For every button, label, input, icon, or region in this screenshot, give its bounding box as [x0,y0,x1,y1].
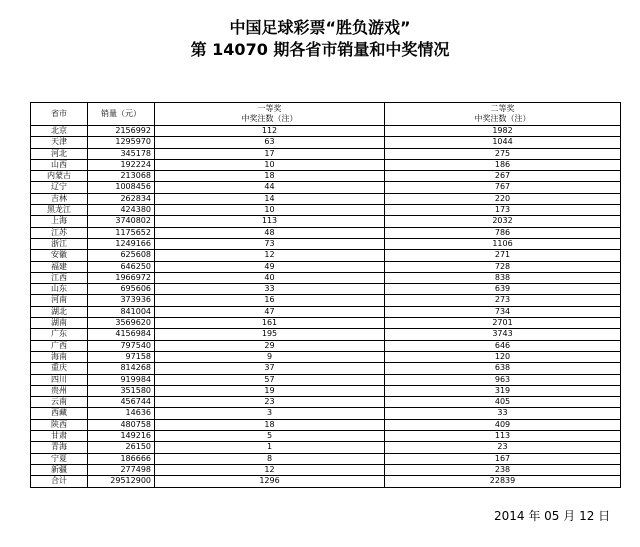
province-cell: 宁夏 [31,453,88,464]
sales-cell: 192224 [88,159,155,170]
prize1-count-cell: 10 [155,159,385,170]
prize1-count-cell: 40 [155,272,385,283]
province-cell: 青海 [31,442,88,453]
prize1-count-cell: 47 [155,306,385,317]
prize1-count-cell: 161 [155,318,385,329]
table-row [31,476,621,487]
prize1-count-cell: 49 [155,261,385,272]
table-row [31,284,621,295]
prize1-count-cell: 44 [155,182,385,193]
province-cell: 合计 [31,476,88,487]
province-cell: 天津 [31,137,88,148]
province-cell: 黑龙江 [31,205,88,216]
sales-cell: 1008456 [88,182,155,193]
table-row [31,137,621,148]
report-date: 2014 年 05 月 12 日 [494,509,611,523]
sales-cell: 814268 [88,363,155,374]
prize1-count-cell: 57 [155,374,385,385]
province-cell: 辽宁 [31,182,88,193]
prize2-count-cell: 2032 [385,216,621,227]
prize2-count-cell: 1982 [385,126,621,137]
prize2-count-cell: 734 [385,306,621,317]
province-cell: 广西 [31,340,88,351]
table-row [31,408,621,419]
sales-cell: 456744 [88,397,155,408]
prize2-count-cell: 23 [385,442,621,453]
table-row [31,363,621,374]
table-row [31,205,621,216]
sales-cell: 1295970 [88,137,155,148]
prize2-count-cell: 639 [385,284,621,295]
sales-cell: 480758 [88,419,155,430]
table-row [31,159,621,170]
province-cell: 上海 [31,216,88,227]
prize1-count-cell: 17 [155,148,385,159]
header-prize1-sub: 中奖注数（注） [241,114,298,123]
prize2-count-cell: 273 [385,295,621,306]
table-row [31,238,621,249]
prize1-count-cell: 10 [155,205,385,216]
sales-cell: 213068 [88,171,155,182]
header-prize2-title: 二等奖 [490,104,515,113]
sales-cell: 29512900 [88,476,155,487]
document-subtitle: 第 14070 期各省市销量和中奖情况 [190,40,450,59]
table-row [31,419,621,430]
province-cell: 贵州 [31,385,88,396]
province-cell: 甘肃 [31,431,88,442]
table-row [31,464,621,475]
table-row [31,306,621,317]
prize2-count-cell: 786 [385,227,621,238]
prize2-count-cell: 646 [385,340,621,351]
table-row [31,250,621,261]
sales-cell: 1249166 [88,238,155,249]
prize1-count-cell: 18 [155,171,385,182]
prize2-count-cell: 238 [385,464,621,475]
province-cell: 安徽 [31,250,88,261]
table-row [31,385,621,396]
table-row [31,397,621,408]
table-row [31,442,621,453]
sales-cell: 919984 [88,374,155,385]
table-row [31,272,621,283]
prize1-count-cell: 12 [155,464,385,475]
prize2-count-cell: 173 [385,205,621,216]
prize1-count-cell: 9 [155,351,385,362]
prize1-count-cell: 113 [155,216,385,227]
prize2-count-cell: 3743 [385,329,621,340]
prize2-count-cell: 275 [385,148,621,159]
sales-cell: 149216 [88,431,155,442]
prize2-count-cell: 271 [385,250,621,261]
prize1-count-cell: 12 [155,250,385,261]
table-row [31,374,621,385]
province-cell: 福建 [31,261,88,272]
sales-cell: 373936 [88,295,155,306]
prize1-count-cell: 8 [155,453,385,464]
province-cell: 四川 [31,374,88,385]
table-row [31,261,621,272]
table-row [31,126,621,137]
prize2-count-cell: 838 [385,272,621,283]
province-cell: 山东 [31,284,88,295]
province-cell: 江西 [31,272,88,283]
sales-cell: 26150 [88,442,155,453]
province-cell: 西藏 [31,408,88,419]
prize2-count-cell: 33 [385,408,621,419]
province-cell: 重庆 [31,363,88,374]
table-row [31,453,621,464]
table-row [31,351,621,362]
table-header-row [31,103,621,126]
sales-cell: 186666 [88,453,155,464]
sales-cell: 351580 [88,385,155,396]
prize1-count-cell: 73 [155,238,385,249]
prize2-count-cell: 2701 [385,318,621,329]
prize1-count-cell: 18 [155,419,385,430]
table-row [31,431,621,442]
province-cell: 山西 [31,159,88,170]
prize1-count-cell: 195 [155,329,385,340]
header-prize1-title: 一等奖 [257,104,282,113]
province-cell: 海南 [31,351,88,362]
table-row [31,340,621,351]
prize1-count-cell: 14 [155,193,385,204]
sales-prize-table [30,102,621,488]
prize1-count-cell: 1296 [155,476,385,487]
sales-cell: 695606 [88,284,155,295]
province-cell: 河南 [31,295,88,306]
prize1-count-cell: 19 [155,385,385,396]
prize1-count-cell: 23 [155,397,385,408]
header-prize2-sub: 中奖注数（注） [474,114,531,123]
sales-cell: 262834 [88,193,155,204]
province-cell: 北京 [31,126,88,137]
prize1-count-cell: 112 [155,126,385,137]
sales-cell: 345178 [88,148,155,159]
prize1-count-cell: 37 [155,363,385,374]
sales-cell: 646250 [88,261,155,272]
prize2-count-cell: 963 [385,374,621,385]
sales-cell: 14636 [88,408,155,419]
prize2-count-cell: 728 [385,261,621,272]
province-cell: 陕西 [31,419,88,430]
prize2-count-cell: 405 [385,397,621,408]
header-sales: 销量（元） [88,103,155,126]
table-body [31,126,621,488]
province-cell: 湖南 [31,318,88,329]
header-prize1 [155,103,385,126]
table-row [31,329,621,340]
table-row [31,148,621,159]
sales-cell: 4156984 [88,329,155,340]
prize2-count-cell: 22839 [385,476,621,487]
prize1-count-cell: 3 [155,408,385,419]
table-row [31,295,621,306]
province-cell: 湖北 [31,306,88,317]
prize2-count-cell: 319 [385,385,621,396]
province-cell: 浙江 [31,238,88,249]
sales-cell: 797540 [88,340,155,351]
prize1-count-cell: 33 [155,284,385,295]
table-row [31,216,621,227]
prize2-count-cell: 167 [385,453,621,464]
prize2-count-cell: 638 [385,363,621,374]
sales-cell: 97158 [88,351,155,362]
header-prize2 [385,103,621,126]
table-row [31,171,621,182]
table-row [31,227,621,238]
sales-cell: 2156992 [88,126,155,137]
prize2-count-cell: 113 [385,431,621,442]
document-title: 中国足球彩票“胜负游戏” [229,18,411,37]
province-cell: 新疆 [31,464,88,475]
sales-cell: 1966972 [88,272,155,283]
province-cell: 河北 [31,148,88,159]
sales-cell: 841004 [88,306,155,317]
sales-cell: 1175652 [88,227,155,238]
sales-cell: 424380 [88,205,155,216]
prize1-count-cell: 48 [155,227,385,238]
prize1-count-cell: 16 [155,295,385,306]
province-cell: 云南 [31,397,88,408]
province-cell: 吉林 [31,193,88,204]
header-province: 省市 [31,103,88,126]
province-cell: 内蒙古 [31,171,88,182]
prize1-count-cell: 1 [155,442,385,453]
sales-cell: 3569620 [88,318,155,329]
prize2-count-cell: 767 [385,182,621,193]
prize1-count-cell: 63 [155,137,385,148]
prize2-count-cell: 267 [385,171,621,182]
table-row [31,182,621,193]
prize2-count-cell: 409 [385,419,621,430]
prize2-count-cell: 1106 [385,238,621,249]
prize2-count-cell: 1044 [385,137,621,148]
prize2-count-cell: 186 [385,159,621,170]
prize2-count-cell: 220 [385,193,621,204]
province-cell: 广东 [31,329,88,340]
table-row [31,318,621,329]
sales-cell: 277498 [88,464,155,475]
sales-cell: 625608 [88,250,155,261]
table-row [31,193,621,204]
sales-cell: 3740802 [88,216,155,227]
prize2-count-cell: 120 [385,351,621,362]
province-cell: 江苏 [31,227,88,238]
prize1-count-cell: 29 [155,340,385,351]
prize1-count-cell: 5 [155,431,385,442]
